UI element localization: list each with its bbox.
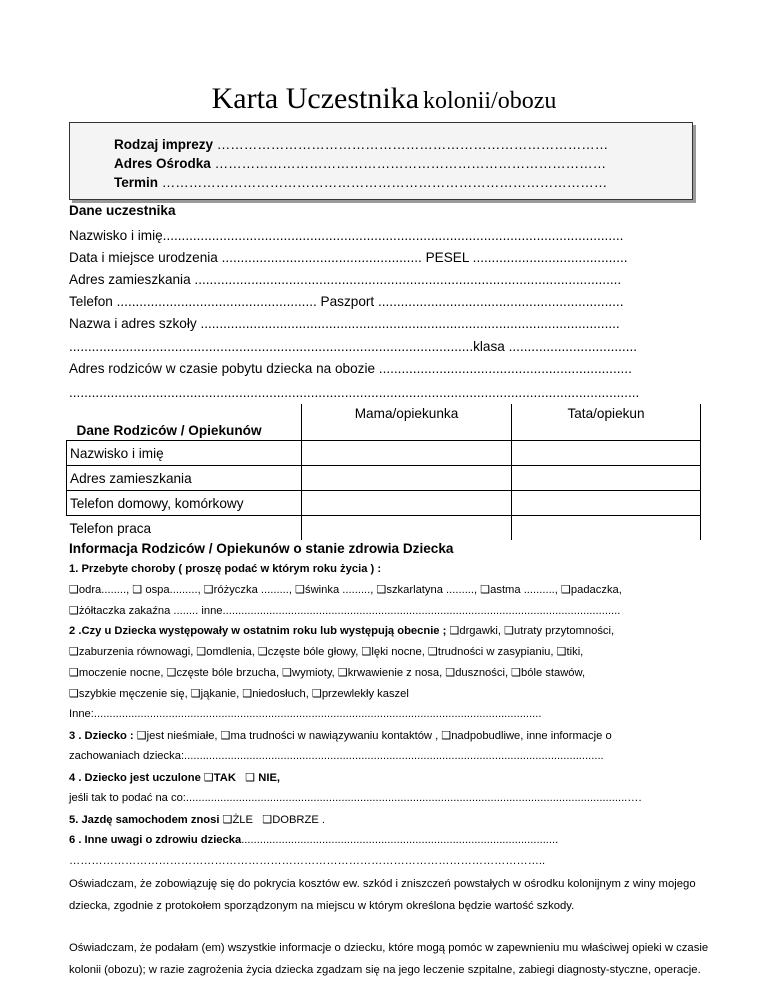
option-tics: tiki, — [566, 646, 584, 658]
allergy-yes-label: TAK — [213, 772, 236, 784]
option-night-terrors: lęki nocne, — [371, 646, 428, 658]
q3-line1 — [69, 729, 612, 742]
checkbox-icon[interactable]: ❑ — [427, 645, 438, 658]
checkbox-icon[interactable]: ❑ — [376, 583, 387, 596]
option-nosebleeds: krwawienie z nosa, — [347, 667, 446, 679]
q1-title: 1. Przebyte choroby ( proszę podać w którym roku życia ) : — [69, 563, 382, 575]
option-hearing-loss: niedosłuch, — [252, 688, 312, 700]
term-field[interactable]: ……………………………………………………………………………………… — [161, 175, 608, 190]
q2-line1 — [69, 645, 583, 658]
q3-title: 3 . Dziecko : — [69, 730, 137, 742]
option-balance: zaburzenia równowagi, — [78, 646, 197, 658]
car-travel-bad-label: ŻLE — [232, 814, 253, 826]
q2-title: 2 .Czy u Dziecka występowały w ostatnim roku lub występują obecnie ; — [69, 625, 450, 637]
checkbox-icon[interactable]: ❑ — [295, 583, 305, 596]
statement-information: Oświadczam, że podałam (em) wszystkie informacje o dziecku, które mogą pomóc w zapewnieniu mu właściwej opieki w czasie kolonii (obozu); w razie zagrożenia życia dziecka zgadzam się na jego leczenie szpitalne, zabiegi diagnosty-styczne, operacje. — [69, 942, 709, 976]
checkbox-icon[interactable]: ❑ — [196, 645, 207, 658]
mother-name-cell[interactable] — [302, 441, 512, 466]
checkbox-icon[interactable]: ❑ — [262, 813, 273, 826]
school-class-line[interactable]: ...........................................................................................................klasa .................................. — [69, 339, 638, 354]
checkbox-icon[interactable]: ❑ — [132, 583, 143, 596]
page-title — [0, 82, 768, 116]
option-seizures: drgawki, — [459, 625, 505, 637]
option-stuttering: jąkanie, — [200, 688, 243, 700]
father-column-header: Tata/opiekun — [512, 404, 701, 441]
father-work-phone-cell[interactable] — [512, 516, 701, 541]
parents-address-line[interactable]: Adres rodziców w czasie pobytu dziecka na obozie ................................................................... — [69, 361, 632, 376]
title-main: Karta Uczestnika — [211, 82, 420, 115]
home-address-line[interactable]: Adres zamieszkania ................................................................................................................. — [69, 272, 622, 287]
mother-home-phone-cell[interactable] — [302, 491, 512, 516]
q1-line2 — [69, 604, 620, 617]
q6-title: 6 . Inne uwagi o zdrowiu dziecka — [69, 834, 242, 846]
q1-line1 — [69, 583, 622, 596]
checkbox-icon[interactable]: ❑ — [222, 813, 233, 826]
mother-work-phone-cell[interactable] — [302, 516, 512, 541]
table-row — [67, 441, 701, 466]
checkbox-icon[interactable]: ❑ — [337, 666, 348, 679]
event-info-box — [69, 122, 693, 200]
checkbox-icon[interactable]: ❑ — [203, 583, 214, 596]
allergy-details-field[interactable]: jeśli tak to podać na co:..............................................................................................................................................…. — [69, 792, 642, 804]
checkbox-icon[interactable]: ❑ — [69, 666, 79, 679]
checkbox-icon[interactable]: ❑ — [166, 666, 177, 679]
checkbox-icon[interactable]: ❑ — [449, 624, 460, 637]
q2-title-line — [69, 624, 614, 637]
checkbox-icon[interactable]: ❑ — [361, 645, 372, 658]
q6-line1 — [69, 834, 558, 846]
row-label-name: Nazwisko i imię — [67, 441, 302, 466]
q3-other-label: inne informacje o — [526, 730, 612, 742]
checkbox-icon[interactable]: ❑ — [441, 729, 452, 742]
checkbox-icon[interactable]: ❑ — [136, 729, 147, 742]
checkbox-icon[interactable]: ❑ — [69, 687, 79, 700]
birth-pesel-line[interactable]: Data i miejsce urodzenia ..................................................... PESEL ......................................... — [69, 250, 628, 265]
option-mumps: świnka ........., — [304, 584, 377, 596]
option-headaches: częste bóle głowy, — [267, 646, 362, 658]
car-travel-good-label: DOBRZE . — [272, 814, 326, 826]
option-scarlet-fever: szkarlatyna ........., — [386, 584, 481, 596]
row-label-home-phone: Telefon domowy, komórkowy — [67, 491, 302, 516]
venue-address-label: Adres Ośrodka — [114, 156, 211, 171]
phone-passport-line[interactable]: Telefon ..................................................... Paszport ................................................................. — [69, 294, 624, 309]
option-shy: jest nieśmiałe, — [146, 730, 221, 742]
option-vomiting: wymioty, — [292, 667, 338, 679]
event-type-field[interactable]: …………………………………………………………………………… — [216, 137, 609, 152]
table-row — [67, 466, 701, 491]
health-notes-field[interactable]: ...................................................................................................... — [241, 834, 559, 846]
option-chronic-cough: przewlekły kaszel — [321, 688, 409, 700]
option-fainting: utraty przytomności, — [514, 625, 615, 637]
term-label: Termin — [114, 175, 159, 190]
father-home-phone-cell[interactable] — [512, 491, 701, 516]
checkbox-icon[interactable]: ❑ — [311, 687, 322, 700]
option-measles: odra........, — [78, 584, 133, 596]
checkbox-icon[interactable]: ❑ — [556, 645, 567, 658]
checkbox-icon[interactable]: ❑ — [511, 666, 522, 679]
participant-name-line[interactable]: Nazwisko i imię.......................................................................................................................... — [69, 228, 624, 243]
option-chickenpox: ospa........., — [142, 584, 204, 596]
term-row[interactable] — [114, 175, 607, 190]
checkbox-icon[interactable]: ❑ — [190, 687, 201, 700]
option-hyperactive: nadpobudliwe, — [451, 730, 527, 742]
venue-address-field[interactable]: …………………………………………………………………………… — [214, 156, 607, 171]
checkbox-icon[interactable]: ❑ — [220, 729, 231, 742]
parents-header-label: Dane Rodziców / Opiekunów — [67, 404, 302, 441]
q5-title: 5. Jazdę samochodem znosi — [69, 814, 223, 826]
checkbox-icon[interactable]: ❑ — [282, 666, 293, 679]
statement-damages: Oświadczam, że zobowiązuję się do pokrycia kosztów ew. szkód i zniszczeń powstałych w ośrodku kolonijnym z winy mojego dziecka, zgodnie z protokołem sporządzonym na miejscu w którym określona będzie wartość szkody. — [69, 878, 696, 912]
table-row — [67, 491, 701, 516]
q5-line — [69, 813, 325, 826]
parents-address-line-2[interactable]: ....................................................................................................................................................... — [69, 385, 640, 400]
parents-table-header — [67, 404, 701, 441]
checkbox-icon[interactable]: ❑ — [69, 604, 79, 617]
health-notes-field-2[interactable]: ……………………………………………………………………………………………………………….. — [69, 855, 546, 867]
checkbox-icon[interactable]: ❑ — [245, 771, 256, 784]
q4-line1 — [69, 771, 280, 784]
checkbox-icon[interactable]: ❑ — [504, 624, 515, 637]
option-rubella: różyczka ........., — [213, 584, 296, 596]
row-label-work-phone: Telefon praca — [67, 516, 302, 541]
q3-behaviour-field[interactable]: zachowaniach dziecka:....................................................................................................................................... — [69, 750, 604, 762]
school-line[interactable]: Nazwa i adres szkoły ............................................................................................................... — [69, 316, 620, 331]
health-heading: Informacja Rodziców / Opiekunów o stanie zdrowia Dziecka — [69, 541, 454, 556]
allergy-no-label: NIE, — [255, 772, 281, 784]
option-sleep-problems: trudności w zasypianiu, — [437, 646, 557, 658]
option-contact-difficulty: ma trudności w nawiązywaniu kontaktów , — [230, 730, 442, 742]
option-asthma: astma .........., — [490, 584, 561, 596]
checkbox-icon[interactable]: ❑ — [257, 645, 268, 658]
option-stomach-aches: częste bóle brzucha, — [176, 667, 283, 679]
q4-title: 4 . Dziecko jest uczulone — [69, 772, 204, 784]
checkbox-icon[interactable]: ❑ — [445, 666, 456, 679]
option-breathlessness: duszności, — [455, 667, 512, 679]
parents-table — [66, 404, 701, 540]
q2-line3 — [69, 687, 409, 700]
mother-column-header: Mama/opiekunka — [302, 404, 512, 441]
venue-address-row[interactable] — [114, 156, 606, 171]
participant-heading: Dane uczestnika — [69, 203, 176, 218]
mother-address-cell[interactable] — [302, 466, 512, 491]
event-type-label: Rodzaj imprezy — [114, 137, 214, 152]
table-row — [67, 516, 701, 541]
option-joint-pain: bóle stawów, — [521, 667, 586, 679]
q2-other-field[interactable]: Inne:................................................................................................................................................ — [69, 708, 542, 720]
row-label-address: Adres zamieszkania — [67, 466, 302, 491]
checkbox-icon[interactable]: ❑ — [242, 687, 253, 700]
checkbox-icon[interactable]: ❑ — [69, 645, 79, 658]
father-address-cell[interactable] — [512, 466, 701, 491]
option-epilepsy: padaczka, — [570, 584, 622, 596]
father-name-cell[interactable] — [512, 441, 701, 466]
option-fatigue: szybkie męczenie się, — [78, 688, 191, 700]
option-bedwetting: moczenie nocne, — [78, 667, 167, 679]
option-fainting-spells: omdlenia, — [206, 646, 258, 658]
q1-other-field[interactable]: inne................................................................................................................................ — [201, 605, 621, 617]
event-type-row[interactable] — [114, 137, 608, 152]
checkbox-icon[interactable]: ❑ — [480, 583, 491, 596]
q2-line2 — [69, 666, 585, 679]
checkbox-icon[interactable]: ❑ — [561, 583, 571, 596]
title-sub: kolonii/obozu — [423, 88, 557, 114]
checkbox-icon[interactable]: ❑ — [203, 771, 214, 784]
option-hepatitis: żółtaczka zakaźna ........ — [78, 605, 202, 617]
checkbox-icon[interactable]: ❑ — [69, 583, 79, 596]
